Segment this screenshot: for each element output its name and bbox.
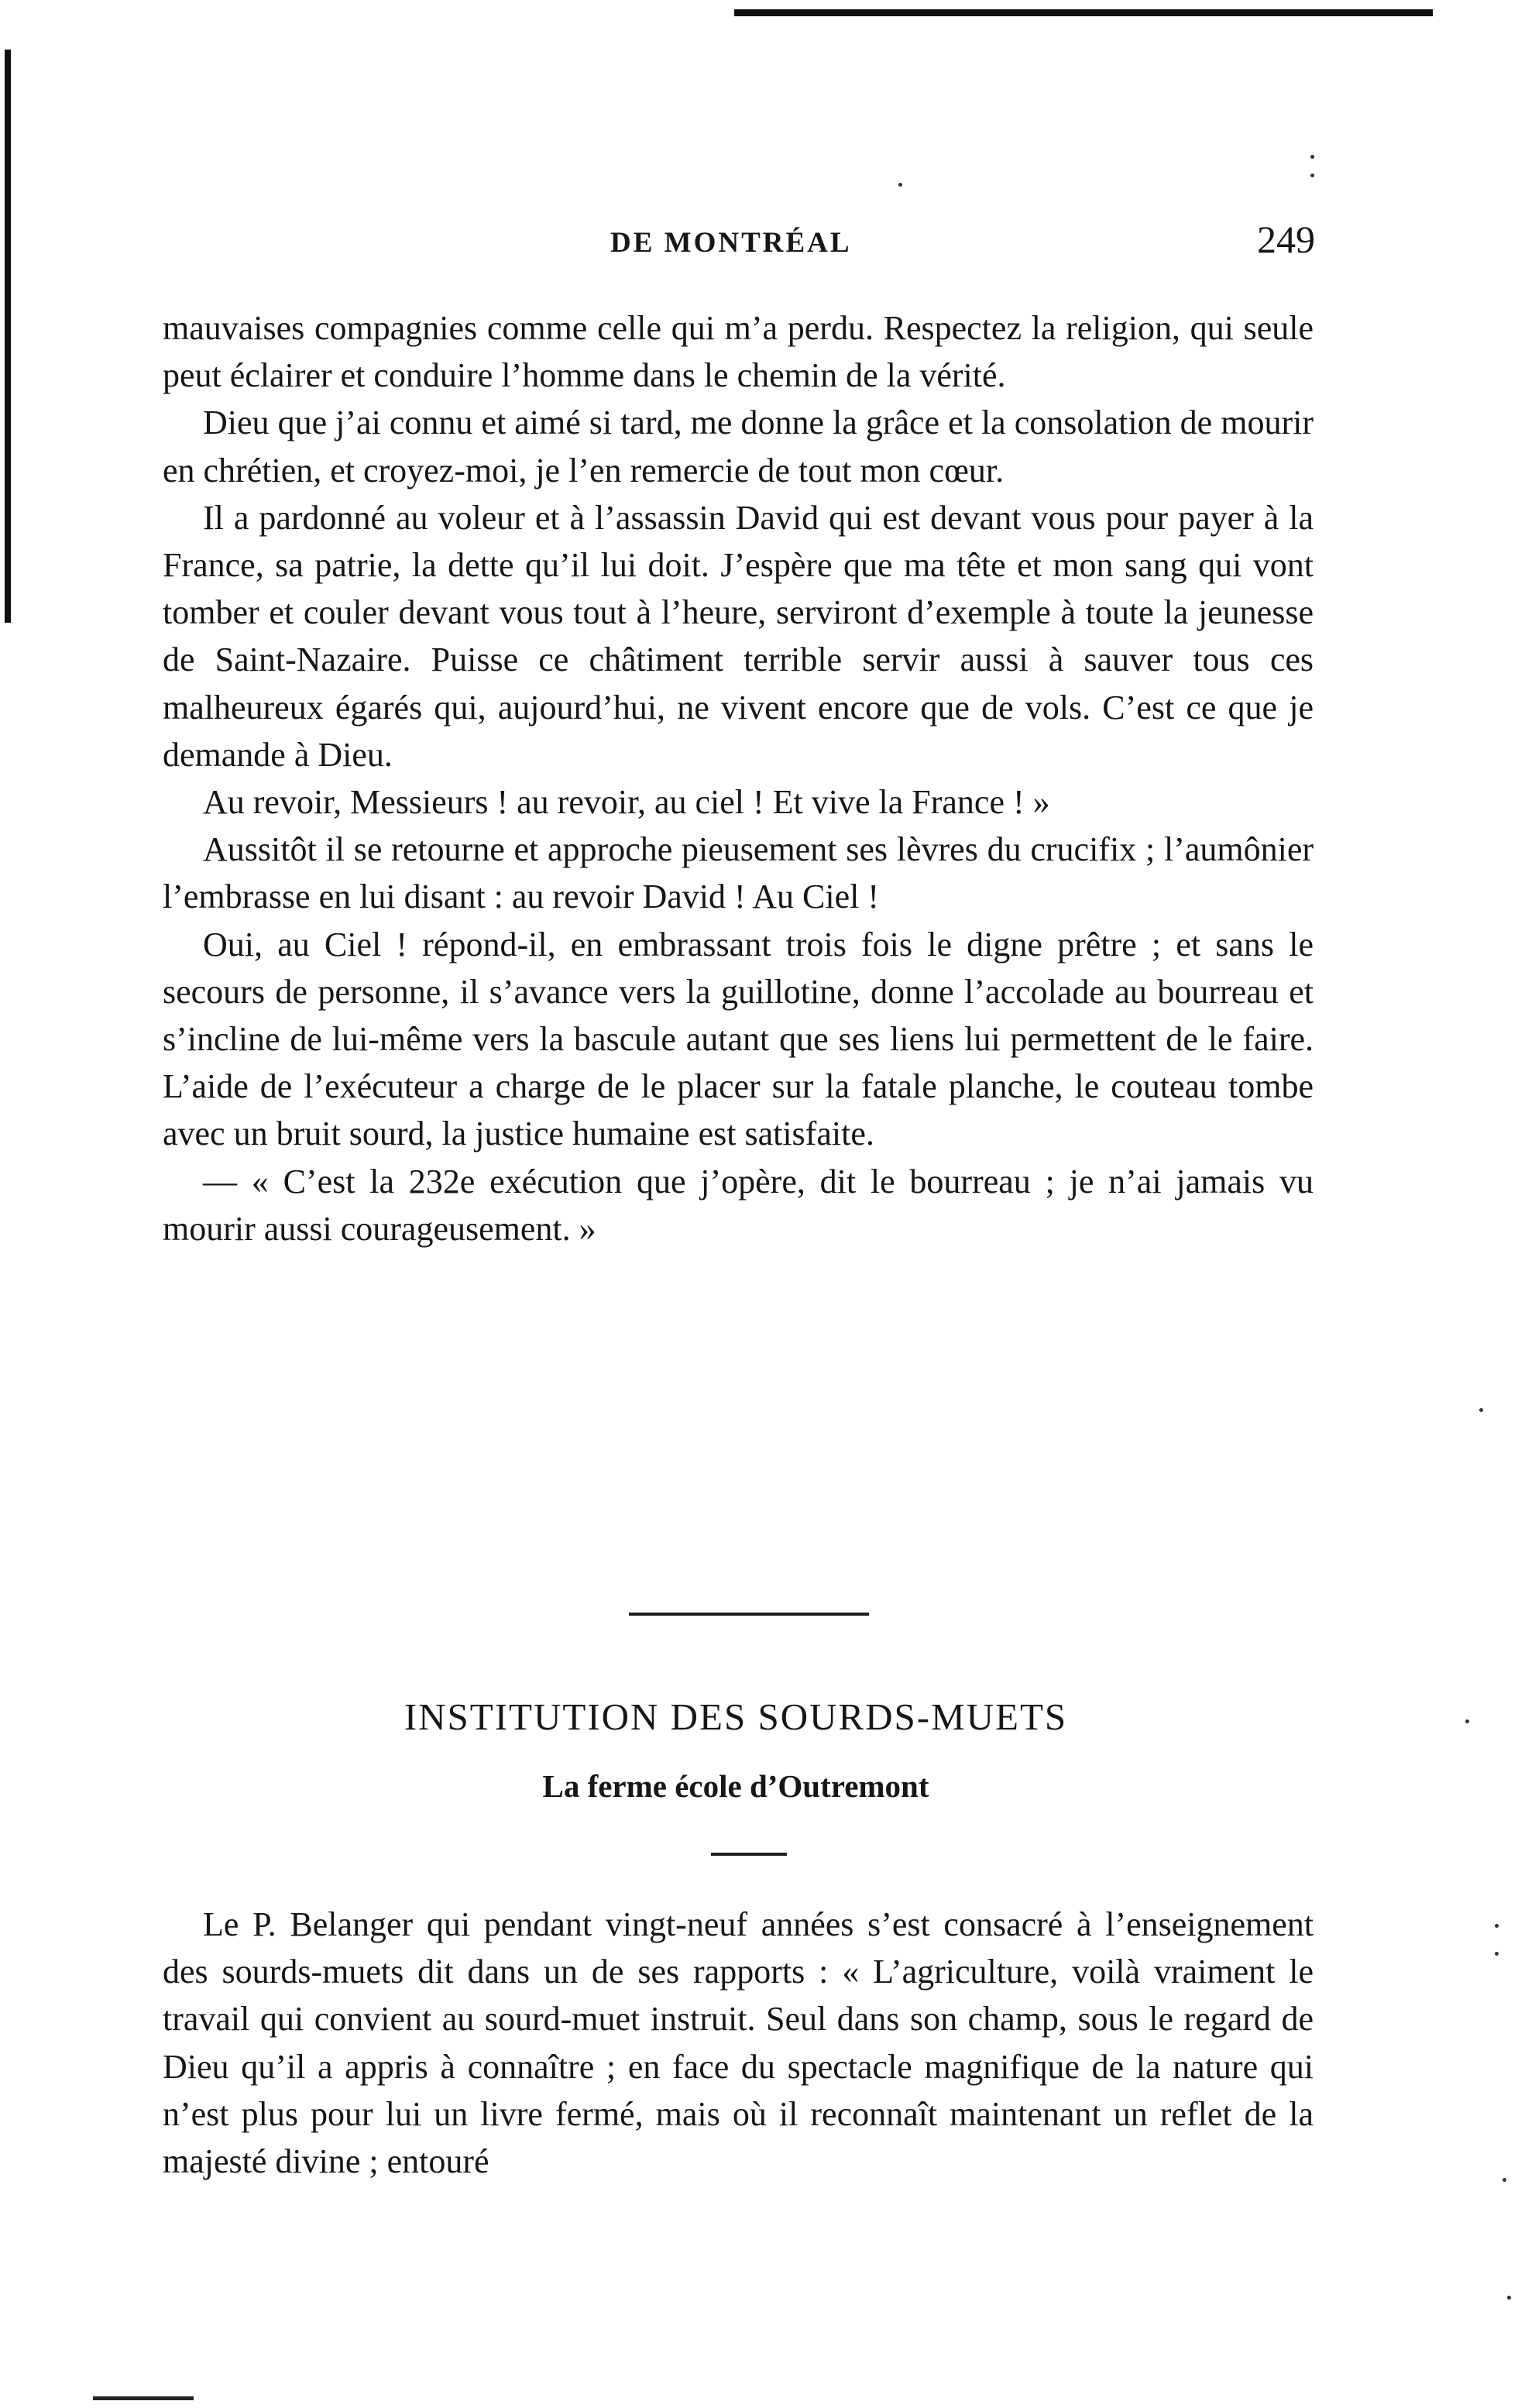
section-divider <box>629 1613 869 1616</box>
paragraph: Aussitôt il se retourne et approche pieusement ses lèvres du crucifix ; l’aumônier l’embrasse en lui disant : au revoir David ! Au Ciel ! <box>163 830 1314 916</box>
print-speck <box>1507 2296 1511 2300</box>
paragraph: Au revoir, Messieurs ! au revoir, au ciel ! Et vive la France ! » <box>203 783 1050 822</box>
print-speck <box>1310 155 1314 159</box>
page-number: 249 <box>1257 218 1315 261</box>
section-text <box>163 1901 1314 2185</box>
print-speck <box>1479 1408 1483 1412</box>
narrative-text <box>163 304 1314 1252</box>
paragraph: Le P. Belanger qui pendant vingt-neuf années s’est consacré à l’enseignement des sourds-muets dit dans un de ses rapports : « L’agriculture, voilà vraiment le travail qui convient au sourd-muet instruit. Seul dans son champ, sous le regard de Dieu qu’il a appris à connaître ; en face du spectacle magnifique de la nature qui n’est plus pour lui un livre fermé, mais où il reconnaît maintenant un reflet de la majesté divine ; entouré <box>163 1905 1314 2181</box>
section-title: INSTITUTION DES SOURDS-MUETS <box>404 1695 1068 1738</box>
print-speck <box>1495 1952 1499 1956</box>
paragraph: mauvaises compagnies comme celle qui m’a perdu. Respectez la religion, qui seule peut éclairer et conduire l’homme dans le chemin de la vérité. <box>163 309 1314 395</box>
running-head: DE MONTRÉAL <box>610 227 852 259</box>
left-margin-rule <box>5 50 11 623</box>
page-header <box>155 215 1317 277</box>
top-border-rule <box>734 9 1433 16</box>
print-speck <box>898 183 902 187</box>
print-speck <box>1310 173 1314 177</box>
print-speck <box>1495 1924 1499 1928</box>
print-speck <box>1503 2178 1506 2182</box>
paragraph: Oui, au Ciel ! répond-il, en embrassant trois fois le digne prêtre ; et sans le secours de personne, il s’avance vers la guillotine, donne l’accolade au bourreau et s’incline de lui-même vers la bascule autant que ses liens lui permettent de le faire. L’aide de l’exécuteur a charge de le placer sur la fatale planche, le couteau tombe avec un bruit sourd, la justice humaine est satisfaite. <box>163 925 1314 1153</box>
section-subtitle: La ferme école d’Outremont <box>542 1768 929 1804</box>
bottom-edge-mark <box>93 2396 194 2400</box>
paragraph: Il a pardonné au voleur et à l’assassin David qui est devant vous pour payer à la France, sa patrie, la dette qu’il lui doit. J’espère que ma tête et mon sang qui vont tomber et couler devant vous tout à l’heure, serviront d’exemple à toute la jeunesse de Saint-Nazaire. Puisse ce châtiment terrible servir aussi à sauver tous ces malheureux égarés qui, aujourd’hui, ne vivent encore que de vols. C’est ce que je demande à Dieu. <box>163 498 1314 774</box>
paragraph: Dieu que j’ai connu et aimé si tard, me donne la grâce et la consolation de mourir en chrétien, et croyez-moi, je l’en remercie de tout mon cœur. <box>163 404 1314 490</box>
print-speck <box>1465 1719 1469 1723</box>
paragraph: — « C’est la 232e exécution que j’opère, dit le bourreau ; je n’ai jamais vu mourir aussi courageusement. » <box>163 1162 1314 1248</box>
subtitle-divider <box>711 1853 787 1856</box>
